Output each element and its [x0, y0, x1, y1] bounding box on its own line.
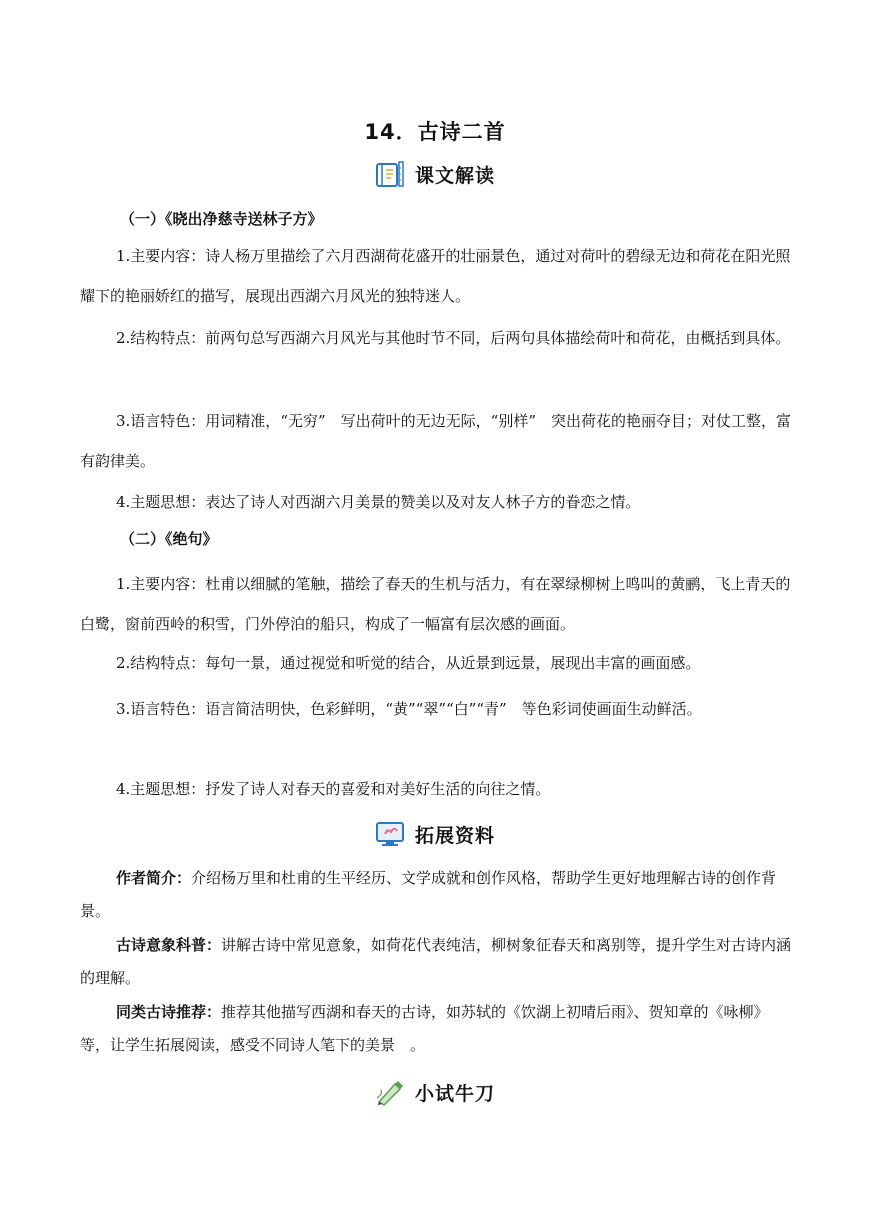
page-title: 14．古诗二首 [364, 120, 506, 144]
section-header-practice [0, 1078, 870, 1106]
section-header-extension [0, 820, 870, 848]
extension-term: 古诗意象科普： [116, 936, 222, 954]
extension-text: 讲解古诗中常见意象，如荷花代表纯洁，柳树象征春天和离别等，提升学生对古诗内涵的理解。 [80, 936, 792, 987]
extension-term: 作者简介： [116, 869, 192, 887]
poem1-item-2: 2.结构特点：前两句总写西湖六月风光与其他时节不同，后两句具体描绘荷叶和荷花，由概括到具体。 [116, 329, 791, 347]
poem2-item-4: 4.主题思想：抒发了诗人对春天的喜爱和对美好生活的向往之情。 [116, 780, 551, 798]
pen-icon [375, 1078, 405, 1106]
extension-text: 推荐其他描写西湖和春天的古诗，如苏轼的《饮湖上初晴后雨》、贺知章的《咏柳》等，让学生拓展阅读，感受不同诗人笔下的美景 。 [80, 1003, 769, 1054]
monitor-icon [375, 820, 405, 848]
section-title-reading: 课文解读 [414, 164, 495, 187]
extension-term: 同类古诗推荐： [116, 1003, 222, 1021]
poem1-item-4: 4.主题思想：表达了诗人对西湖六月美景的赞美以及对友人林子方的眷恋之情。 [116, 493, 641, 511]
book-ruler-icon [375, 160, 405, 188]
extension-item-recommend [80, 996, 792, 1062]
section-title-practice: 小试牛刀 [414, 1082, 495, 1105]
poem2-heading: （二）《绝句》 [120, 530, 218, 548]
poem2-item-3: 3.语言特色：语言简洁明快，色彩鲜明，“黄”“翠”“白”“青” 等色彩词使画面生动鲜活。 [116, 700, 702, 718]
poem2-item-1: 1.主要内容：杜甫以细腻的笔触，描绘了春天的生机与活力，有在翠绿柳树上鸣叫的黄鹂，飞上青天的白鹭，窗前西岭的积雪，门外停泊的船只，构成了一幅富有层次感的画面。 [80, 575, 791, 633]
extension-item-imagery [80, 929, 792, 995]
poem1-item-1: 1.主要内容：诗人杨万里描绘了六月西湖荷花盛开的壮丽景色，通过对荷叶的碧绿无边和荷花在阳光照耀下的艳丽娇红的描写，展现出西湖六月风光的独特迷人。 [80, 247, 791, 305]
section-header-reading [0, 160, 870, 188]
extension-text: 介绍杨万里和杜甫的生平经历、文学成就和创作风格，帮助学生更好地理解古诗的创作背景。 [80, 869, 777, 920]
poem1-item-3: 3.语言特色：用词精准，“无穷” 写出荷叶的无边无际，“别样” 突出荷花的艳丽夺目；对仗工整，富有韵律美。 [80, 412, 791, 470]
section-title-extension: 拓展资料 [414, 824, 495, 847]
extension-item-author [80, 862, 792, 928]
poem1-heading: （一）《晓出净慈寺送林子方》 [120, 210, 323, 228]
poem2-item-2: 2.结构特点：每句一景，通过视觉和听觉的结合，从近景到远景，展现出丰富的画面感。 [116, 654, 701, 672]
